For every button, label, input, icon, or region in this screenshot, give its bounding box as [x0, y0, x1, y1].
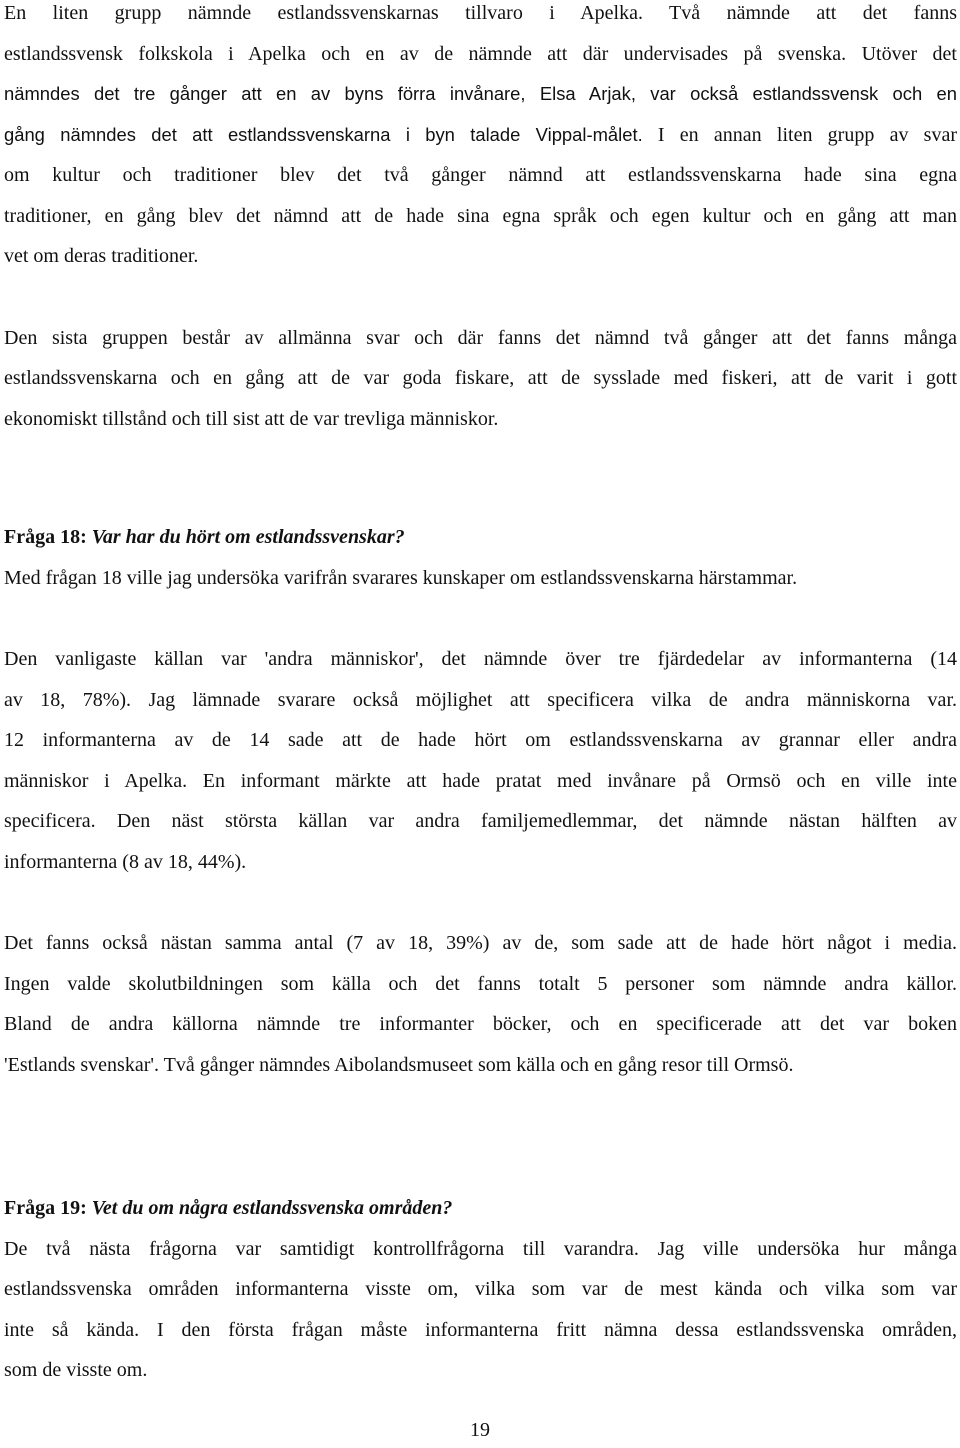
text-line: estlandssvenska områden informanterna visste om, vilka som var de mest kända och vilka som var — [4, 1278, 957, 1300]
text-line: estlandssvenskarna och en gång att de var goda fiskare, att de sysslade med fiskeri, att de varit i gott — [4, 367, 957, 389]
text-line: Den vanligaste källan var 'andra människor', det nämnde över tre fjärdedelar av informanterna (14 — [4, 648, 957, 670]
document-page — [4, 0, 957, 1391]
text-line: informanterna (8 av 18, 44%). — [4, 850, 247, 873]
text-line: Den sista gruppen består av allmänna svar och där fanns det nämnd två gånger att det fanns många — [4, 326, 957, 349]
text-line: som de visste om. — [4, 1359, 148, 1381]
question-colon: : — [80, 1197, 92, 1219]
question-18-intro: Med frågan 18 ville jag undersöka varifrån svarares kunskaper om estlandssvenskarna härstammar. — [4, 566, 798, 589]
text-line: 12 informanterna av de 14 sade att de hade hört om estlandssvenskarna av grannar eller andra — [4, 729, 957, 751]
question-18-heading — [4, 517, 957, 558]
spacer — [4, 598, 957, 639]
text-line: estlandssvensk folkskola i Apelka och en av de nämnde att där undervisades på svenska. Utöver det — [4, 42, 957, 65]
text-segment: I en annan liten grupp av svar — [642, 123, 957, 146]
text-line: specificera. Den näst största källan var andra familjemedlemmar, det nämnde nästan hälften av — [4, 810, 957, 832]
question-text: Vet du om några estlandssvenska områden? — [91, 1197, 453, 1219]
paragraph-2 — [4, 318, 957, 440]
question-19-body — [4, 1229, 957, 1391]
text-line: traditioner, en gång blev det nämnd att de hade sina egna språk och egen kultur och en gång att man — [4, 204, 957, 227]
page-number: 19 — [470, 1419, 490, 1441]
text-line: ekonomiskt tillstånd och till sist att de var trevliga människor. — [4, 407, 499, 430]
question-colon: : — [80, 526, 92, 548]
text-line: Bland de andra källorna nämnde tre informanter böcker, och en specificerade att det var boken — [4, 1013, 957, 1035]
paragraph-1 — [4, 0, 957, 277]
text-line: av 18, 78%). Jag lämnade svarare också möjlighet att specificera vilka de andra människorna var. — [4, 688, 957, 711]
text-line: Ingen valde skolutbildningen som källa och det fanns totalt 5 personer som nämnde andra källor. — [4, 972, 957, 995]
text-line: inte så kända. I den första frågan måste informanterna fritt nämna dessa estlandssvenska områden, — [4, 1318, 957, 1341]
text-line: De två nästa frågorna var samtidigt kontrollfrågorna till varandra. Jag ville undersöka hur många — [4, 1237, 957, 1260]
spacer — [4, 439, 957, 517]
spacer — [4, 882, 957, 923]
text-line: vet om deras traditioner. — [4, 245, 199, 267]
question-label: Fråga 18 — [4, 526, 81, 548]
spacer — [4, 277, 957, 318]
text-line: En liten grupp nämnde estlandssvenskarnas tillvaro i Apelka. Två nämnde att det fanns — [4, 2, 957, 24]
spacer — [4, 1085, 957, 1188]
question-19-heading — [4, 1188, 957, 1229]
text-segment: gång nämndes det att estlandssvenskarna i byn talade Vippal-målet. — [4, 123, 643, 145]
text-line: 'Estlands svenskar'. Två gånger nämndes Aibolandsmuseet som källa och en gång resor till Ormsö. — [4, 1053, 794, 1076]
text-line: nämndes det tre gånger att en av byns förra invånare, Elsa Arjak, var också estlandssvensk och en — [4, 83, 957, 104]
question-label: Fråga 19 — [4, 1197, 81, 1219]
paragraph-3 — [4, 639, 957, 882]
text-line: Det fanns också nästan samma antal (7 av 18, 39%) av de, som sade att de hade hört något i media. — [4, 932, 957, 954]
text-line: om kultur och traditioner blev det två gånger nämnd att estlandssvenskarna hade sina egna — [4, 164, 957, 186]
text-line-mixed — [4, 115, 957, 156]
question-text: Var har du hört om estlandssvenskar? — [91, 526, 405, 548]
text-line: människor i Apelka. En informant märkte att hade pratat med invånare på Ormsö och en ville inte — [4, 769, 957, 792]
paragraph-4 — [4, 923, 957, 1085]
